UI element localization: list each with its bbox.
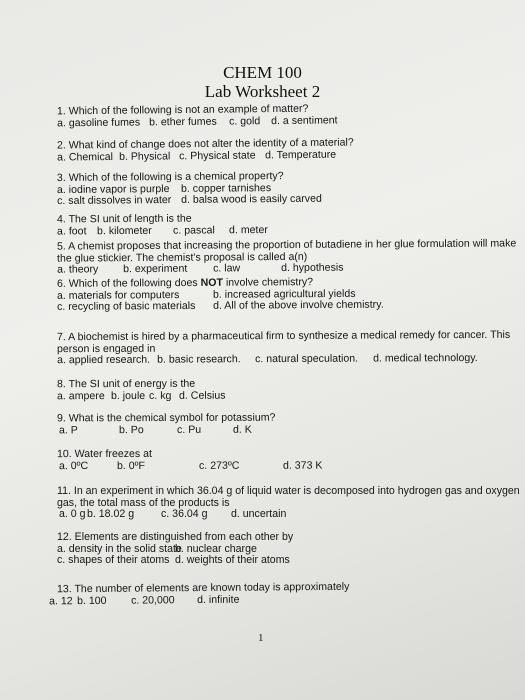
q7-option-d: d. medical technology. — [373, 351, 478, 365]
q8-option-c: c. kg — [148, 389, 172, 402]
question-13 — [48, 580, 350, 608]
q8-option-a: a. ampere — [56, 389, 105, 402]
q10-option-c: c. 273ºC — [198, 459, 240, 472]
q5-option-a: a. theory — [57, 263, 99, 276]
q2-option-c: c. Physical state — [178, 148, 256, 162]
q4-option-d: d. meter — [228, 223, 268, 236]
question-5 — [57, 238, 517, 276]
q6-option-d: d. All of the above involve chemistry. — [213, 298, 384, 312]
q11-option-d: d. uncertain — [231, 508, 287, 520]
q11-option-b: b. 18.02 g — [87, 508, 135, 520]
question-8 — [56, 377, 226, 402]
q5-option-c: c. law — [213, 262, 241, 275]
q3-option-b: b. copper tarnishes — [180, 181, 272, 195]
question-8-stem: 8. The SI unit of energy is the — [56, 377, 196, 391]
q7-option-b: b. basic research. — [157, 353, 241, 366]
question-2-stem: 2. What kind of change does not alter the identity of a material? — [56, 136, 354, 152]
q11-option-c: c. 36.04 g — [161, 508, 208, 520]
q13-option-b: b. 100 — [76, 594, 107, 607]
question-6-stem: 6. Which of the following does NOT involve chemistry? — [56, 276, 314, 290]
q6-option-b: b. increased agricultural yields — [212, 287, 356, 301]
q13-option-a: a. 12 — [48, 594, 73, 607]
question-4 — [56, 212, 268, 238]
question-7 — [57, 330, 510, 367]
question-3 — [56, 170, 322, 207]
q3-option-d: d. balsa wood is easily carved — [181, 192, 322, 206]
question-6-emphasis: NOT — [200, 276, 224, 289]
q1-option-c: c. gold — [228, 114, 261, 128]
q12-option-b: b. nuclear charge — [175, 542, 257, 555]
q12-option-c: c. shapes of their atoms — [57, 554, 170, 566]
q8-option-b: b. joule — [110, 389, 146, 402]
question-5-stem-line-2: the glue stickier. The chemist's proposal is called a(n) — [56, 250, 308, 265]
q8-option-d: d. Celsius — [178, 389, 226, 402]
q4-option-a: a. foot — [56, 224, 87, 237]
q2-option-a: a. Chemical — [56, 150, 114, 164]
q10-option-b: b. 0ºF — [116, 459, 146, 472]
q9-option-b: b. Po — [118, 423, 144, 436]
worksheet-title: CHEM 100 — [223, 63, 302, 82]
q13-option-c: c. 20,000 — [130, 593, 175, 607]
question-12-stem: 12. Elements are distinguished from each other by — [57, 531, 294, 543]
worksheet-subtitle: Lab Worksheet 2 — [204, 82, 321, 101]
question-11-stem-line-2: gas, the total mass of the products is — [57, 496, 230, 509]
q11-option-a: a. 0 g — [59, 508, 86, 520]
q2-option-d: d. Temperature — [264, 148, 337, 161]
q12-option-a: a. density in the solid state — [57, 542, 182, 555]
question-3-stem: 3. Which of the following is a chemical property? — [56, 170, 284, 184]
q1-option-b: b. ether fumes — [148, 115, 217, 128]
q13-option-d: d. infinite — [196, 593, 240, 606]
q4-option-c: c. pascal — [172, 223, 215, 237]
question-10-stem: 10. Water freezes at — [56, 447, 152, 461]
q10-option-d: d. 373 K — [282, 459, 323, 472]
question-12 — [57, 532, 293, 567]
question-11 — [57, 486, 520, 521]
question-10 — [56, 447, 323, 472]
q4-option-b: b. kilometer — [96, 224, 152, 237]
q1-option-a: a. gasoline fumes — [56, 115, 141, 129]
question-9-stem: 9. What is the chemical symbol for potassium? — [56, 411, 276, 425]
question-5-stem-line-1: 5. A chemist proposes that increasing the proportion of butadiene in her glue formulation will make — [56, 237, 517, 253]
q5-option-b: b. experiment — [123, 262, 188, 276]
q9-option-a: a. P — [58, 423, 78, 436]
page-number: 1 — [258, 632, 264, 644]
q3-option-c: c. salt dissolves in water — [57, 193, 172, 207]
question-13-stem: 13. The number of elements are known today is approximately — [56, 580, 350, 596]
q12-option-d: d. weights of their atoms — [175, 554, 290, 566]
question-4-stem: 4. The SI unit of length is the — [56, 212, 192, 226]
q5-option-d: d. hypothesis — [281, 261, 344, 275]
question-2 — [57, 137, 354, 163]
question-11-stem-line-1: 11. In an experiment in which 36.04 g of liquid water is decomposed into hydrogen gas and oxygen — [57, 485, 520, 497]
q6-option-c: c. recycling of basic materials — [57, 299, 196, 313]
q9-option-c: c. Pu — [176, 423, 202, 436]
question-6 — [56, 276, 384, 313]
q9-option-d: d. K — [232, 423, 252, 436]
question-1 — [56, 102, 338, 130]
q10-option-a: a. 0ºC — [58, 459, 89, 472]
q3-option-a: a. iodine vapor is purple — [56, 182, 170, 196]
q7-option-a: a. applied research. — [57, 353, 151, 367]
q7-option-c: c. natural speculation. — [255, 352, 359, 366]
q2-option-b: b. Physical — [118, 149, 171, 163]
q6-option-a: a. materials for computers — [56, 288, 180, 302]
question-1-stem: 1. Which of the following is not an example of matter? — [56, 102, 309, 118]
question-9 — [57, 413, 276, 437]
question-7-stem-line-2: person is engaged in — [56, 342, 156, 355]
question-7-stem-line-1: 7. A biochemist is hired by a pharmaceutical firm to synthesize a medical remedy for cancer. This — [56, 328, 511, 344]
q1-option-d: d. a sentiment — [270, 113, 338, 127]
